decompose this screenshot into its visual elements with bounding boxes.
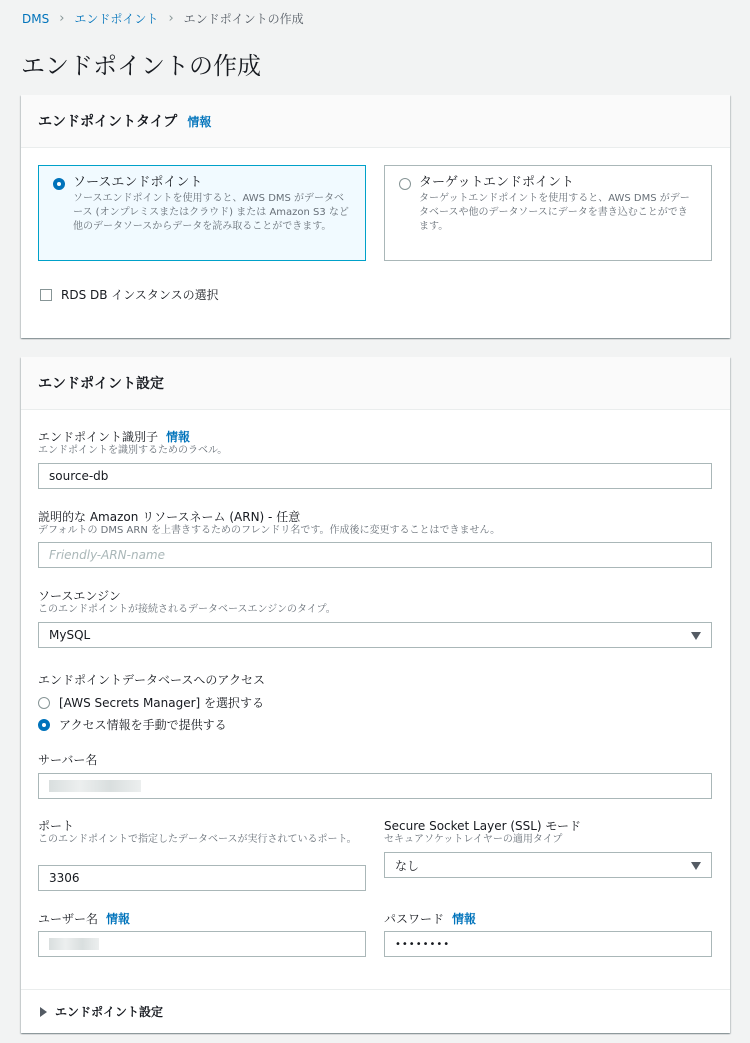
server-value-redacted xyxy=(49,780,141,792)
source-endpoint-title: ソースエンドポイント xyxy=(73,175,203,190)
chevron-right-icon: › xyxy=(59,11,65,26)
breadcrumb-endpoints[interactable]: エンドポイント xyxy=(74,12,159,26)
arn-label-group xyxy=(38,508,500,537)
port-input[interactable] xyxy=(38,865,366,891)
port-label: ポート xyxy=(38,819,75,833)
identifier-info-link[interactable]: 情報 xyxy=(166,430,191,444)
caret-right-icon xyxy=(40,1007,47,1017)
password-label-group xyxy=(384,910,476,927)
access-label: エンドポイントデータベースへのアクセス xyxy=(38,673,266,687)
username-label: ユーザー名 xyxy=(38,912,99,926)
ssl-label: Secure Socket Layer (SSL) モード xyxy=(384,819,581,833)
engine-label-group xyxy=(38,587,336,616)
source-endpoint-radio[interactable] xyxy=(53,178,65,190)
rds-instance-checkbox[interactable] xyxy=(40,289,52,301)
access-secrets-radio[interactable] xyxy=(38,697,50,709)
arn-label: 説明的な Amazon リソースネーム (ARN) - 任意 xyxy=(38,510,301,524)
engine-value: MySQL xyxy=(49,628,91,642)
arn-placeholder: Friendly-ARN-name xyxy=(49,548,165,562)
password-label: パスワード xyxy=(384,912,445,926)
identifier-value: source-db xyxy=(49,469,109,483)
arn-input[interactable] xyxy=(38,542,712,568)
rds-instance-option[interactable] xyxy=(40,286,219,303)
endpoint-settings-panel xyxy=(21,357,730,1033)
endpoint-settings-expander[interactable] xyxy=(40,1003,163,1020)
page-title: エンドポイントの作成 xyxy=(21,52,261,80)
engine-label: ソースエンジン xyxy=(38,589,121,603)
server-label: サーバー名 xyxy=(38,753,98,767)
breadcrumb-current: エンドポイントの作成 xyxy=(183,12,304,26)
access-manual-radio[interactable] xyxy=(38,719,50,731)
ssl-label-group xyxy=(384,817,581,846)
target-endpoint-description: ターゲットエンドポイントを使用すると、AWS DMS がデータベースや他のデータソースにデータを書き込むことができます。 xyxy=(419,193,690,232)
endpoint-type-heading: エンドポイントタイプ xyxy=(38,114,178,130)
chevron-right-icon: › xyxy=(168,11,174,26)
endpoint-settings-header xyxy=(21,357,730,410)
username-value-redacted xyxy=(49,938,99,950)
identifier-label-group xyxy=(38,428,227,457)
breadcrumb xyxy=(22,10,304,27)
source-endpoint-description: ソースエンドポイントを使用すると、AWS DMS がデータベース (オンプレミスまたはクラウド) または Amazon S3 など他のデータソースからデータを読み取ることができます。 xyxy=(73,193,349,232)
password-input[interactable] xyxy=(384,931,712,957)
access-option-manual[interactable] xyxy=(38,716,227,733)
target-endpoint-tile[interactable] xyxy=(384,165,712,261)
endpoint-type-header xyxy=(21,95,730,148)
username-label-group xyxy=(38,910,130,927)
identifier-input[interactable] xyxy=(38,463,712,489)
target-endpoint-radio[interactable] xyxy=(399,178,411,190)
port-value: 3306 xyxy=(49,871,80,885)
target-endpoint-title: ターゲットエンドポイント xyxy=(419,175,574,190)
ssl-select[interactable] xyxy=(384,852,712,878)
port-label-group xyxy=(38,817,368,846)
identifier-label: エンドポイント識別子 xyxy=(38,430,159,444)
engine-select[interactable] xyxy=(38,622,712,648)
rds-instance-label: RDS DB インスタンスの選択 xyxy=(61,288,219,302)
access-manual-label: アクセス情報を手動で提供する xyxy=(59,718,227,732)
endpoint-type-panel xyxy=(21,95,730,338)
access-option-secrets[interactable] xyxy=(38,694,264,711)
port-description: このエンドポイントで指定したデータベースが実行されているポート。 xyxy=(38,834,357,845)
source-endpoint-tile[interactable] xyxy=(38,165,366,261)
endpoint-type-info-link[interactable]: 情報 xyxy=(187,114,212,129)
caret-down-icon xyxy=(691,632,701,640)
engine-description: このエンドポイントが接続されるデータベースエンジンのタイプ。 xyxy=(38,604,336,615)
identifier-description: エンドポイントを識別するためのラベル。 xyxy=(38,445,228,456)
username-info-link[interactable]: 情報 xyxy=(106,912,131,926)
ssl-description: セキュアソケットレイヤーの適用タイプ xyxy=(384,834,563,845)
ssl-value: なし xyxy=(395,858,420,873)
endpoint-settings-heading: エンドポイント設定 xyxy=(38,376,164,392)
access-secrets-label: [AWS Secrets Manager] を選択する xyxy=(59,696,265,710)
password-value: •••••••• xyxy=(395,938,451,950)
password-info-link[interactable]: 情報 xyxy=(452,912,477,926)
caret-down-icon xyxy=(691,862,701,870)
breadcrumb-dms[interactable]: DMS xyxy=(22,11,50,26)
server-input[interactable] xyxy=(38,773,712,799)
expander-label: エンドポイント設定 xyxy=(55,1005,164,1019)
divider xyxy=(21,989,730,990)
arn-description: デフォルトの DMS ARN を上書きするためのフレンドリ名です。作成後に変更することはできません。 xyxy=(38,525,501,536)
username-input[interactable] xyxy=(38,931,366,957)
